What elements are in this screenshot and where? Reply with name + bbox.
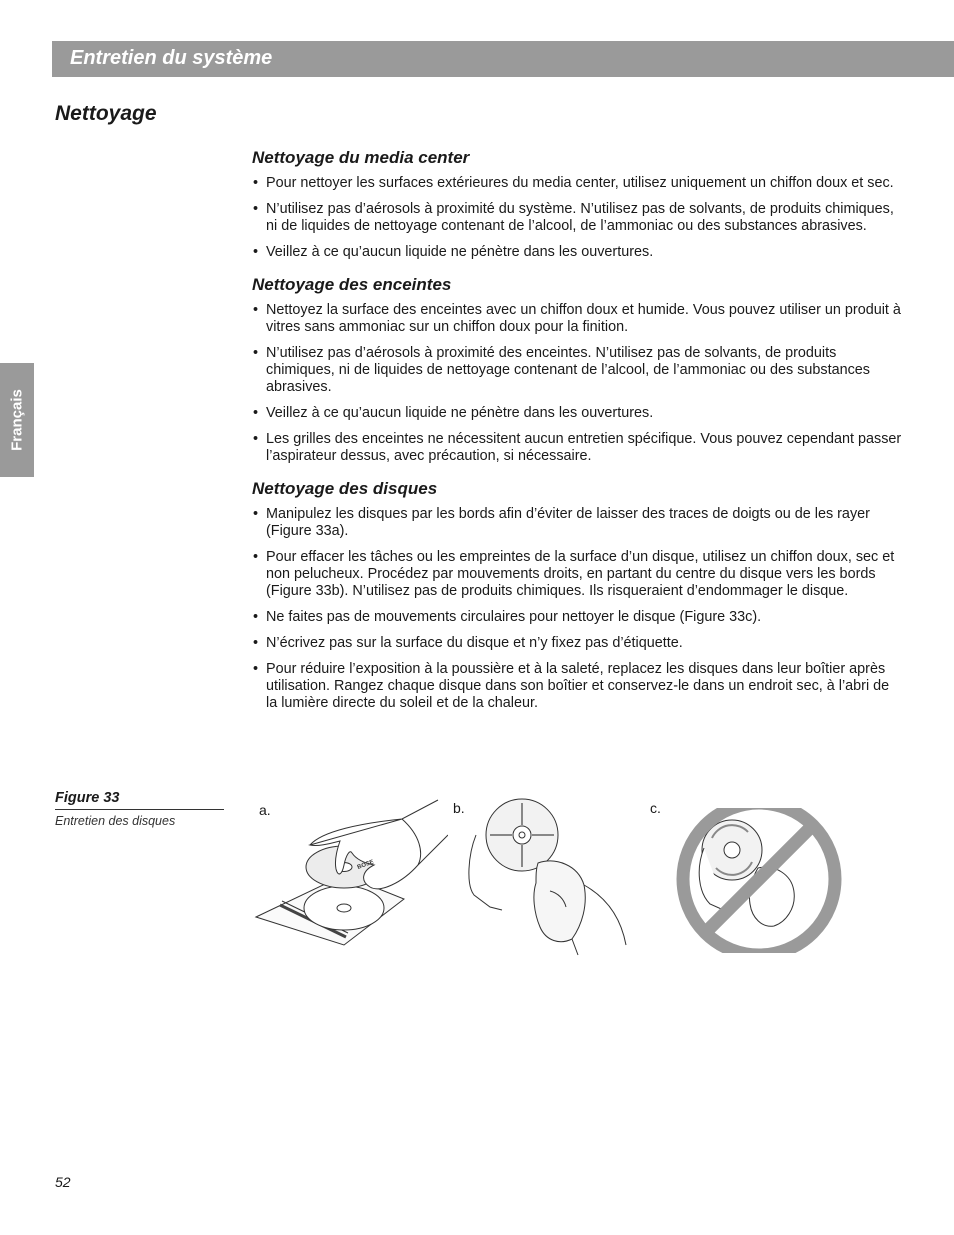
subsection-discs (252, 479, 902, 712)
list-item: • Ne faites pas de mouvements circulaires pour nettoyer le disque (Figure 33c). (252, 609, 902, 626)
disc-wiping-illustration (460, 795, 636, 960)
page-number: 52 (55, 1174, 71, 1190)
list-item: • Veillez à ce qu’aucun liquide ne pénètre dans les ouvertures. (252, 405, 902, 422)
language-tab (0, 363, 34, 477)
list-item: • Pour réduire l’exposition à la poussière et à la saleté, replacez les disques dans leur boîtier après utilisation. Rangez chaque disque dans son boîtier et conservez-le dans un endroit sec, à l’abri de la lumière directe du soleil et de la chaleur. (252, 661, 902, 712)
bullet-list (252, 506, 902, 712)
section-title: Nettoyage (55, 102, 157, 125)
disc-brand-logo: BOSE (356, 859, 375, 871)
subsection-title: Nettoyage du media center (252, 148, 470, 167)
figure-part-b-letter: b. (453, 800, 465, 816)
language-tab-label: Français (8, 389, 26, 451)
list-item: • N’utilisez pas d’aérosols à proximité des enceintes. N’utilisez pas de solvants, de produits chimiques, ni de liquides de nettoyage contenant de l’alcool, de l’ammoniac ou des substances abrasives. (252, 345, 902, 396)
bullet-list (252, 302, 902, 465)
bullet-list (252, 175, 902, 261)
subsection-title: Nettoyage des disques (252, 479, 438, 498)
figure-part-a-letter: a. (259, 802, 271, 818)
figure-label: Figure 33 (55, 790, 224, 810)
subsection-title: Nettoyage des enceintes (252, 275, 452, 294)
figure-part-c-letter: c. (650, 800, 661, 816)
list-item: • Pour nettoyer les surfaces extérieures du media center, utilisez uniquement un chiffon doux et sec. (252, 175, 902, 192)
subsection-speakers (252, 275, 902, 465)
list-item: • N’utilisez pas d’aérosols à proximité du système. N’utilisez pas de solvants, de produits chimiques, ni de liquides de nettoyage contenant de l’alcool, de l’ammoniac ou des substances abrasives. (252, 201, 902, 235)
figure-caption: Entretien des disques (55, 814, 176, 828)
header-title: Entretien du système (70, 47, 273, 69)
list-item: • Pour effacer les tâches ou les empreintes de la surface d’un disque, utilisez un chiffon doux, sec et non pelucheux. Procédez par mouvements droits, en partant du centre du disque vers les bords (Figure 33b). N’utilisez pas de produits chimiques. Ils risqueraient d’endommager le disque. (252, 549, 902, 600)
list-item: • Nettoyez la surface des enceintes avec un chiffon doux et humide. Vous pouvez utiliser un produit à vitres sans ammoniac sur un chiffon doux pour la finition. (252, 302, 902, 336)
header-bar (52, 41, 954, 77)
subsection-media-center (252, 148, 902, 261)
main-content (252, 148, 902, 726)
disc-handling-illustration (252, 795, 448, 960)
list-item: • Veillez à ce qu’aucun liquide ne pénètre dans les ouvertures. (252, 244, 902, 261)
list-item: • Les grilles des enceintes ne nécessitent aucun entretien spécifique. Vous pouvez cependant passer l’aspirateur dessus, avec précaution, si nécessaire. (252, 431, 902, 465)
list-item: • N’écrivez pas sur la surface du disque et n’y fixez pas d’étiquette. (252, 635, 902, 652)
prohibited-circular-cleaning-illustration (674, 808, 844, 953)
list-item: • Manipulez les disques par les bords afin d’éviter de laisser des traces de doigts ou de les rayer (Figure 33a). (252, 506, 902, 540)
